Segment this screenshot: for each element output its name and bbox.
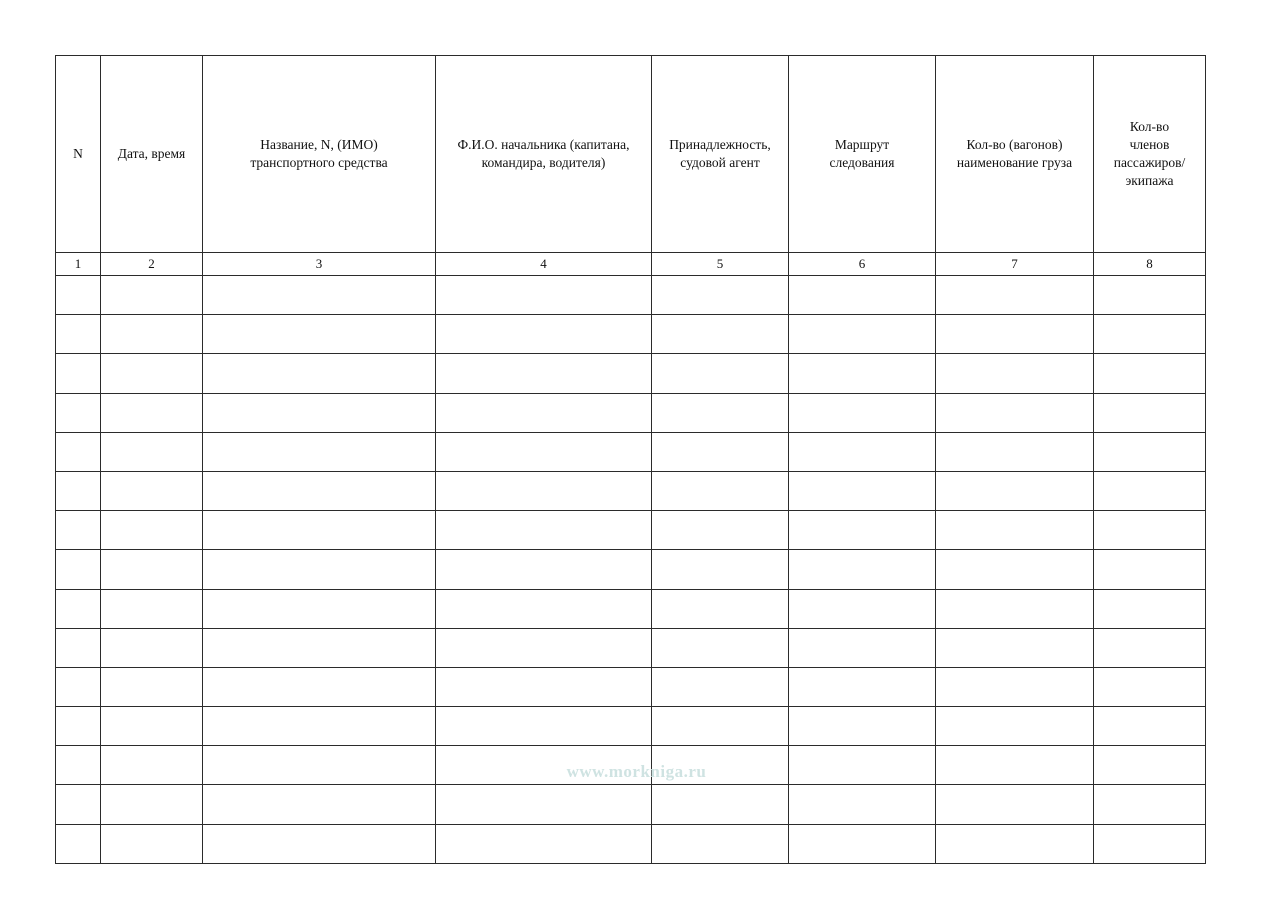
table-cell[interactable] xyxy=(936,393,1094,432)
journal-table xyxy=(55,55,1206,864)
table-cell[interactable] xyxy=(101,276,203,315)
table-cell[interactable] xyxy=(56,824,101,863)
table-cell[interactable] xyxy=(789,824,936,863)
table-cell[interactable] xyxy=(652,511,789,550)
table-cell[interactable] xyxy=(56,315,101,354)
column-number-cell: 6 xyxy=(789,253,936,276)
header-line: наименование груза xyxy=(956,155,1073,170)
column-header-ownership-agent xyxy=(652,56,789,253)
table-cell[interactable] xyxy=(789,589,936,628)
table-row xyxy=(56,511,1206,550)
table-cell[interactable] xyxy=(101,550,203,589)
table-cell[interactable] xyxy=(1094,471,1206,510)
table-cell[interactable] xyxy=(56,707,101,746)
table-cell[interactable] xyxy=(1094,628,1206,667)
column-number-cell: 8 xyxy=(1094,253,1206,276)
table-cell[interactable] xyxy=(203,628,436,667)
table-cell[interactable] xyxy=(101,628,203,667)
table-cell[interactable] xyxy=(652,785,789,824)
table-cell[interactable] xyxy=(789,432,936,471)
table-cell[interactable] xyxy=(203,315,436,354)
table-cell[interactable] xyxy=(436,315,652,354)
table-cell[interactable] xyxy=(101,589,203,628)
table-cell[interactable] xyxy=(203,589,436,628)
table-cell[interactable] xyxy=(1094,707,1206,746)
table-cell[interactable] xyxy=(1094,785,1206,824)
column-number-cell: 7 xyxy=(936,253,1094,276)
table-cell[interactable] xyxy=(652,589,789,628)
column-number-row xyxy=(56,253,1206,276)
table-cell[interactable] xyxy=(56,785,101,824)
table-cell[interactable] xyxy=(101,432,203,471)
table-cell[interactable] xyxy=(436,511,652,550)
table-cell[interactable] xyxy=(936,550,1094,589)
table-row xyxy=(56,315,1206,354)
table-cell[interactable] xyxy=(652,824,789,863)
table-cell[interactable] xyxy=(652,667,789,706)
column-header-crew-count xyxy=(1094,56,1206,253)
table-row xyxy=(56,785,1206,824)
header-line: членов xyxy=(1129,136,1170,152)
table-row xyxy=(56,628,1206,667)
table-cell[interactable] xyxy=(789,276,936,315)
table-row xyxy=(56,589,1206,628)
table-cell[interactable] xyxy=(789,667,936,706)
table-cell[interactable] xyxy=(436,550,652,589)
column-header-cargo xyxy=(936,56,1094,253)
header-line: пассажиров/ xyxy=(1113,155,1186,170)
table-cell[interactable] xyxy=(56,589,101,628)
header-line: Дата, время xyxy=(117,145,186,161)
table-cell[interactable] xyxy=(936,746,1094,785)
table-cell[interactable] xyxy=(101,471,203,510)
table-cell[interactable] xyxy=(101,393,203,432)
table-cell[interactable] xyxy=(436,707,652,746)
table-cell[interactable] xyxy=(652,432,789,471)
table-cell[interactable] xyxy=(1094,824,1206,863)
watermark: www.morkniga.ru xyxy=(566,762,707,781)
table-cell[interactable] xyxy=(936,628,1094,667)
header-line: Кол-во xyxy=(1129,118,1170,134)
table-cell[interactable] xyxy=(56,667,101,706)
table-cell[interactable] xyxy=(56,393,101,432)
table-header xyxy=(56,56,1206,253)
table-cell[interactable] xyxy=(56,354,101,393)
table-cell[interactable] xyxy=(101,824,203,863)
table-cell[interactable] xyxy=(1094,746,1206,785)
column-header-number xyxy=(56,56,101,253)
header-line: командира, водителя) xyxy=(481,155,606,170)
table-cell[interactable] xyxy=(789,354,936,393)
table-cell[interactable] xyxy=(1094,315,1206,354)
table-cell[interactable] xyxy=(789,471,936,510)
table-cell[interactable] xyxy=(1094,432,1206,471)
table-cell[interactable] xyxy=(436,276,652,315)
table-cell[interactable] xyxy=(789,315,936,354)
column-number-cell: 3 xyxy=(203,253,436,276)
table-cell[interactable] xyxy=(436,354,652,393)
header-line: Принадлежность, xyxy=(669,136,771,152)
table-row xyxy=(56,550,1206,589)
table-cell[interactable] xyxy=(56,746,101,785)
table-cell[interactable] xyxy=(203,393,436,432)
table-cell[interactable] xyxy=(1094,589,1206,628)
table-cell[interactable] xyxy=(652,628,789,667)
table-row xyxy=(56,276,1206,315)
table-cell[interactable] xyxy=(203,550,436,589)
table-cell[interactable] xyxy=(436,471,652,510)
table-cell[interactable] xyxy=(936,315,1094,354)
column-header-route xyxy=(789,56,936,253)
table-cell[interactable] xyxy=(789,707,936,746)
table-cell[interactable] xyxy=(203,511,436,550)
table-cell[interactable] xyxy=(936,707,1094,746)
table-cell[interactable] xyxy=(101,667,203,706)
table-cell[interactable] xyxy=(789,550,936,589)
table-cell[interactable] xyxy=(203,824,436,863)
table-cell[interactable] xyxy=(789,746,936,785)
table-cell[interactable] xyxy=(436,667,652,706)
table-cell[interactable] xyxy=(101,746,203,785)
table-cell[interactable] xyxy=(56,511,101,550)
table-header-row xyxy=(56,56,1206,253)
column-number-cell: 1 xyxy=(56,253,101,276)
header-line: N xyxy=(73,145,83,161)
table-cell[interactable] xyxy=(1094,550,1206,589)
column-number-cell: 4 xyxy=(436,253,652,276)
table-cell[interactable] xyxy=(56,276,101,315)
table-row xyxy=(56,667,1206,706)
table-cell[interactable] xyxy=(789,785,936,824)
table-cell[interactable] xyxy=(203,432,436,471)
table-cell[interactable] xyxy=(652,354,789,393)
table-cell[interactable] xyxy=(203,667,436,706)
table-cell[interactable] xyxy=(789,511,936,550)
table-cell[interactable] xyxy=(1094,354,1206,393)
table-cell[interactable] xyxy=(652,276,789,315)
table-cell[interactable] xyxy=(936,471,1094,510)
table-row xyxy=(56,354,1206,393)
table-cell[interactable] xyxy=(652,393,789,432)
column-number-cell: 2 xyxy=(101,253,203,276)
table-cell[interactable] xyxy=(101,785,203,824)
table-cell[interactable] xyxy=(436,628,652,667)
table-cell[interactable] xyxy=(56,432,101,471)
table-cell[interactable] xyxy=(436,824,652,863)
table-cell[interactable] xyxy=(652,707,789,746)
table-cell[interactable] xyxy=(936,667,1094,706)
header-line: судовой агент xyxy=(680,155,760,170)
table-cell[interactable] xyxy=(101,354,203,393)
table-cell[interactable] xyxy=(203,354,436,393)
header-line: транспортного средства xyxy=(250,155,388,170)
table-cell[interactable] xyxy=(436,432,652,471)
header-line: Название, N, (ИМО) xyxy=(260,136,378,152)
header-line: экипажа xyxy=(1125,173,1174,189)
table-cell[interactable] xyxy=(101,315,203,354)
table-cell[interactable] xyxy=(203,471,436,510)
table-cell[interactable] xyxy=(203,707,436,746)
table-cell[interactable] xyxy=(203,746,436,785)
table-row xyxy=(56,746,1206,785)
table-cell[interactable] xyxy=(56,471,101,510)
table-row xyxy=(56,707,1206,746)
column-number-cell: 5 xyxy=(652,253,789,276)
table-cell[interactable] xyxy=(936,824,1094,863)
table-row xyxy=(56,824,1206,863)
table-cell[interactable] xyxy=(56,628,101,667)
table-cell[interactable] xyxy=(203,276,436,315)
column-header-captain-name xyxy=(436,56,652,253)
table-cell[interactable] xyxy=(1094,276,1206,315)
table-cell[interactable] xyxy=(936,354,1094,393)
table-cell[interactable] xyxy=(936,276,1094,315)
table-cell[interactable] xyxy=(101,707,203,746)
column-header-date-time xyxy=(101,56,203,253)
table-row xyxy=(56,471,1206,510)
table-cell[interactable] xyxy=(652,550,789,589)
table-cell[interactable] xyxy=(789,393,936,432)
table-cell[interactable] xyxy=(1094,511,1206,550)
journal-table-container xyxy=(55,55,1205,864)
table-cell[interactable] xyxy=(789,628,936,667)
table-cell[interactable] xyxy=(1094,393,1206,432)
table-cell[interactable] xyxy=(652,315,789,354)
table-cell[interactable] xyxy=(203,785,436,824)
column-header-vehicle-name xyxy=(203,56,436,253)
header-line: Маршрут xyxy=(834,136,890,152)
table-cell[interactable] xyxy=(936,785,1094,824)
table-cell[interactable] xyxy=(1094,667,1206,706)
table-row xyxy=(56,393,1206,432)
table-cell[interactable] xyxy=(936,511,1094,550)
table-cell[interactable] xyxy=(652,746,789,785)
table-cell[interactable] xyxy=(436,589,652,628)
table-cell[interactable] xyxy=(436,393,652,432)
table-cell[interactable] xyxy=(936,432,1094,471)
table-cell[interactable] xyxy=(652,471,789,510)
table-body xyxy=(56,253,1206,864)
table-cell[interactable] xyxy=(936,589,1094,628)
table-cell[interactable] xyxy=(56,550,101,589)
table-cell[interactable] xyxy=(436,746,652,785)
header-line: следования xyxy=(829,155,895,170)
table-cell[interactable] xyxy=(101,511,203,550)
table-cell[interactable] xyxy=(436,785,652,824)
table-row xyxy=(56,432,1206,471)
header-line: Кол-во (вагонов) xyxy=(966,136,1063,152)
header-line: Ф.И.О. начальника (капитана, xyxy=(457,136,630,152)
